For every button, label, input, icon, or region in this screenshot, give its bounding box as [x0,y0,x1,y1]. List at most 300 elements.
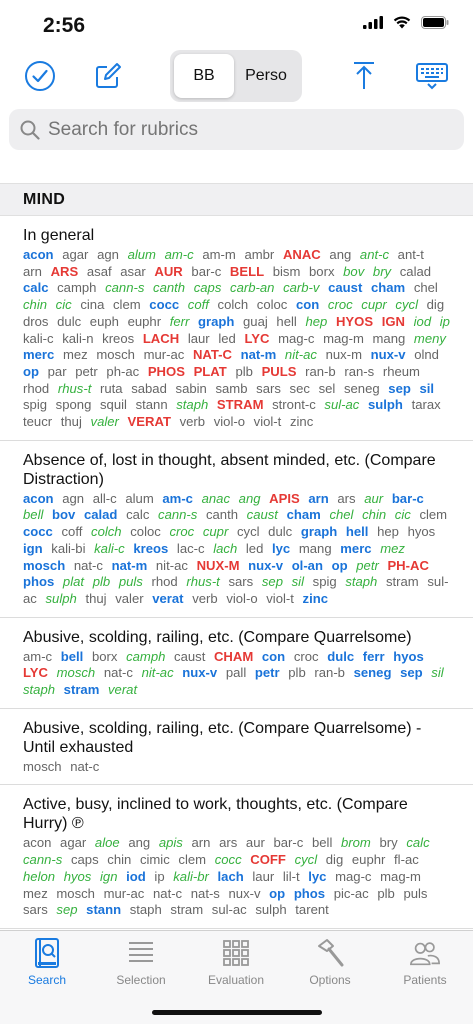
remedy-abbrev[interactable]: PLAT [193,363,227,379]
remedy-abbrev[interactable]: cham [370,280,406,296]
remedy-abbrev[interactable]: plb [235,363,253,379]
remedy-abbrev[interactable]: chin [362,507,387,523]
remedy-abbrev[interactable]: asar [120,263,146,279]
remedy-abbrev[interactable]: ant-c [359,247,390,262]
remedy-abbrev[interactable]: dulc [57,313,82,329]
remedy-abbrev[interactable]: stram [63,682,100,698]
remedy-abbrev[interactable]: phos [293,885,326,901]
remedy-abbrev[interactable]: caust [246,507,278,523]
remedy-abbrev[interactable]: colch [91,524,122,540]
edit-button[interactable] [90,58,126,94]
remedy-abbrev[interactable]: cic [55,297,72,313]
remedy-abbrev[interactable]: cycl [395,297,418,313]
remedy-abbrev[interactable]: bov [52,507,76,523]
remedy-abbrev[interactable]: rhod [23,380,50,396]
remedy-abbrev[interactable]: dulc [268,524,293,540]
remedy-abbrev[interactable]: kali-bi [51,540,86,556]
remedy-abbrev[interactable]: nat-c [70,758,100,774]
remedy-abbrev[interactable]: mag-m [323,330,364,346]
remedy-abbrev[interactable]: sil [431,665,444,681]
remedy-abbrev[interactable]: carb-an [230,280,275,296]
remedy-abbrev[interactable]: pall [225,665,247,681]
keyboard-button[interactable] [414,58,450,94]
remedy-abbrev[interactable]: caust [174,648,206,664]
remedy-abbrev[interactable]: nux-v [248,557,284,573]
remedy-abbrev[interactable]: staph [23,682,56,698]
remedy-abbrev[interactable]: tarax [411,397,441,413]
rubric-item[interactable] [0,441,473,618]
remedy-abbrev[interactable]: op [23,363,39,379]
remedy-abbrev[interactable]: petr [75,363,98,379]
remedy-abbrev[interactable]: kreos [102,330,135,346]
remedy-abbrev[interactable]: verb [179,414,206,430]
remedy-abbrev[interactable]: verat [152,590,184,606]
remedy-abbrev[interactable]: sul-ac [211,902,247,918]
remedy-abbrev[interactable]: euphr [127,313,162,329]
remedy-abbrev[interactable]: cann-s [105,280,145,296]
remedy-abbrev[interactable]: NAT-C [192,347,232,363]
remedy-abbrev[interactable]: nit-ac [155,557,188,573]
remedy-abbrev[interactable]: sel [318,380,336,396]
tab-patients[interactable] [378,937,472,997]
remedy-abbrev[interactable]: dros [23,313,49,329]
scroll-top-button[interactable] [346,58,382,94]
remedy-abbrev[interactable]: caps [193,280,222,296]
remedy-abbrev[interactable]: nux-v [182,665,218,681]
remedy-abbrev[interactable]: ran-s [344,363,375,379]
rubric-item[interactable] [0,216,473,441]
remedy-abbrev[interactable]: verb [192,590,218,606]
remedy-abbrev[interactable]: viol-o [213,414,246,430]
remedy-abbrev[interactable]: cham [286,507,321,523]
remedy-abbrev[interactable]: ang [238,490,261,506]
remedy-abbrev[interactable]: lil-t [282,868,300,884]
remedy-abbrev[interactable]: sars [256,380,281,396]
remedy-abbrev[interactable]: arn [23,263,42,279]
remedy-abbrev[interactable]: viol-t [266,590,294,606]
select-check-button[interactable] [22,58,58,94]
remedy-abbrev[interactable]: aloe [94,835,120,851]
remedy-abbrev[interactable]: cocc [149,297,180,313]
remedy-abbrev[interactable]: canth [205,507,238,523]
remedy-abbrev[interactable]: sil [419,380,435,396]
remedy-abbrev[interactable]: carb-v [283,280,320,296]
remedy-abbrev[interactable]: am-c [162,490,193,506]
remedy-abbrev[interactable]: sep [56,902,78,918]
remedy-abbrev[interactable]: cic [394,507,411,523]
remedy-abbrev[interactable]: IGN [381,313,405,329]
remedy-abbrev[interactable]: thuj [60,414,82,430]
remedy-abbrev[interactable]: coloc [130,524,161,540]
remedy-abbrev[interactable]: camph [57,280,97,296]
remedy-abbrev[interactable]: cocc [23,524,53,540]
remedy-abbrev[interactable]: LYC [244,330,270,346]
remedy-abbrev[interactable]: bar-c [273,835,304,851]
remedy-abbrev[interactable]: cina [80,297,105,313]
remedy-abbrev[interactable]: acon [23,247,54,262]
remedy-abbrev[interactable]: viol-t [253,414,282,430]
remedy-abbrev[interactable]: mang [372,330,406,346]
tab-evaluation[interactable] [189,937,283,997]
remedy-abbrev[interactable]: cimic [139,852,170,868]
remedy-abbrev[interactable]: canth [153,280,186,296]
remedy-abbrev[interactable]: am-c [23,648,53,664]
remedy-abbrev[interactable]: puls [403,885,428,901]
remedy-abbrev[interactable]: coff [61,524,83,540]
remedy-abbrev[interactable]: squil [100,397,127,413]
remedy-abbrev[interactable]: brom [341,835,371,851]
remedy-abbrev[interactable]: sulph [45,590,77,606]
remedy-abbrev[interactable]: op [331,557,348,573]
remedy-abbrev[interactable]: caps [70,852,99,868]
remedy-abbrev[interactable]: PHOS [147,363,185,379]
remedy-abbrev[interactable]: PH-AC [387,557,429,573]
remedy-abbrev[interactable]: asaf [86,263,112,279]
remedy-abbrev[interactable]: valer [90,414,119,430]
remedy-abbrev[interactable]: nat-m [240,347,277,363]
remedy-abbrev[interactable]: meny [413,330,446,346]
segment-bb[interactable]: BB [174,54,234,98]
remedy-abbrev[interactable]: hell [345,524,369,540]
remedy-abbrev[interactable]: phos [23,574,55,590]
remedy-abbrev[interactable]: apis [158,835,183,851]
remedy-abbrev[interactable]: calc [406,835,430,851]
remedy-abbrev[interactable]: ambr [244,247,275,262]
remedy-abbrev[interactable]: teucr [23,414,53,430]
remedy-abbrev[interactable]: bry [372,263,392,279]
remedy-abbrev[interactable]: cann-s [158,507,198,523]
remedy-abbrev[interactable]: graph [300,524,338,540]
remedy-abbrev[interactable]: lyc [272,540,291,556]
remedy-abbrev[interactable]: calad [399,263,432,279]
remedy-abbrev[interactable]: arn [308,490,329,506]
remedy-abbrev[interactable]: nux-v [228,885,261,901]
tab-search[interactable] [0,937,94,997]
remedy-abbrev[interactable]: camph [126,648,166,664]
rubric-item[interactable] [0,709,473,786]
remedy-abbrev[interactable]: par [47,363,67,379]
remedy-abbrev[interactable]: bov [343,263,365,279]
remedy-abbrev[interactable]: kali-c [94,540,125,556]
remedy-abbrev[interactable]: nat-s [190,885,220,901]
remedy-abbrev[interactable]: spig [312,574,337,590]
tab-options[interactable] [283,937,377,997]
remedy-abbrev[interactable]: ruta [99,380,123,396]
remedy-abbrev[interactable]: iod [126,868,146,884]
remedy-abbrev[interactable]: hyos [63,868,92,884]
remedy-abbrev[interactable]: mosch [23,758,62,774]
remedy-abbrev[interactable]: fl-ac [394,852,419,868]
remedy-abbrev[interactable]: STRAM [216,397,264,413]
remedy-abbrev[interactable]: ang [128,835,151,851]
remedy-abbrev[interactable]: euphr [351,852,386,868]
remedy-abbrev[interactable]: mez [23,885,48,901]
remedy-abbrev[interactable]: con [295,297,320,313]
remedy-abbrev[interactable]: valer [115,590,144,606]
remedy-abbrev[interactable]: dig [426,297,445,313]
remedy-abbrev[interactable]: ran-b [314,665,345,681]
remedy-abbrev[interactable]: VERAT [127,414,171,430]
remedy-abbrev[interactable]: ferr [169,313,190,329]
segment-perso[interactable]: Perso [245,67,287,84]
remedy-abbrev[interactable]: stram [170,902,204,918]
remedy-abbrev[interactable]: nat-c [103,665,133,681]
remedy-abbrev[interactable]: kreos [133,540,169,556]
remedy-abbrev[interactable]: samb [215,380,248,396]
remedy-abbrev[interactable]: laur [252,868,275,884]
remedy-abbrev[interactable]: croc [327,297,353,313]
remedy-abbrev[interactable]: sars [23,902,48,918]
remedy-abbrev[interactable]: mosch [96,347,135,363]
remedy-abbrev[interactable]: nux-v [370,347,406,363]
remedy-abbrev[interactable]: nat-c [73,557,103,573]
remedy-abbrev[interactable]: guaj [243,313,268,329]
remedy-abbrev[interactable]: PULS [261,363,297,379]
remedy-abbrev[interactable]: stront-c [272,397,316,413]
remedy-abbrev[interactable]: nat-c [153,885,183,901]
remedy-abbrev[interactable]: mosch [23,557,66,573]
remedy-abbrev[interactable]: NUX-M [196,557,240,573]
remedy-abbrev[interactable]: euph [89,313,119,329]
remedy-abbrev[interactable]: spig [23,397,48,413]
remedy-abbrev[interactable]: zinc [302,590,329,606]
remedy-abbrev[interactable]: bell [311,835,333,851]
remedy-abbrev[interactable]: sec [289,380,310,396]
remedy-abbrev[interactable]: ars [219,835,238,851]
remedy-abbrev[interactable]: bism [272,263,301,279]
remedy-abbrev[interactable]: croc [169,524,195,540]
remedy-abbrev[interactable]: hell [276,313,297,329]
remedy-abbrev[interactable]: LACH [142,330,180,346]
remedy-abbrev[interactable]: AUR [154,263,183,279]
remedy-abbrev[interactable]: kali-n [62,330,94,346]
remedy-abbrev[interactable]: am-m [202,247,236,262]
remedy-abbrev[interactable]: acon [23,490,54,506]
remedy-abbrev[interactable]: calad [83,507,118,523]
remedy-abbrev[interactable]: kali-c [23,330,54,346]
remedy-abbrev[interactable]: pic-ac [333,885,369,901]
remedy-abbrev[interactable]: lach [217,868,244,884]
remedy-abbrev[interactable]: am-c [164,247,194,262]
remedy-abbrev[interactable]: clem [419,507,448,523]
remedy-abbrev[interactable]: mur-ac [103,885,145,901]
remedy-abbrev[interactable]: sars [228,574,254,590]
remedy-abbrev[interactable]: borx [309,263,335,279]
remedy-abbrev[interactable]: lach [213,540,238,556]
remedy-abbrev[interactable]: calc [126,507,150,523]
remedy-abbrev[interactable]: chin [107,852,132,868]
remedy-abbrev[interactable]: bar-c [391,490,424,506]
remedy-abbrev[interactable]: all-c [92,490,117,506]
remedy-abbrev[interactable]: ANAC [282,247,321,262]
remedy-abbrev[interactable]: acon [23,835,52,851]
remedy-abbrev[interactable]: plb [288,665,306,681]
remedy-abbrev[interactable]: nat-m [111,557,148,573]
remedy-abbrev[interactable]: sep [261,574,283,590]
remedy-abbrev[interactable]: laur [187,330,210,346]
remedy-abbrev[interactable]: sulph [255,902,287,918]
remedy-abbrev[interactable]: hyos [407,524,436,540]
remedy-abbrev[interactable]: sabad [131,380,167,396]
remedy-abbrev[interactable]: bell [23,507,44,523]
remedy-abbrev[interactable]: mosch [56,665,96,681]
remedy-abbrev[interactable]: petr [356,557,379,573]
remedy-abbrev[interactable]: iod [413,313,432,329]
remedy-abbrev[interactable]: spong [55,397,92,413]
remedy-abbrev[interactable]: dig [325,852,344,868]
remedy-abbrev[interactable]: colch [217,297,249,313]
remedy-abbrev[interactable]: ign [100,868,118,884]
remedy-abbrev[interactable]: LYC [23,665,48,681]
remedy-abbrev[interactable]: seneg [343,380,380,396]
remedy-abbrev[interactable]: sabin [175,380,207,396]
remedy-abbrev[interactable]: coff [187,297,209,313]
remedy-abbrev[interactable]: nit-ac [141,665,174,681]
remedy-abbrev[interactable]: led [218,330,236,346]
remedy-abbrev[interactable]: sulph [368,397,403,413]
remedy-abbrev[interactable]: op [269,885,286,901]
remedy-abbrev[interactable]: stram [385,574,419,590]
remedy-abbrev[interactable]: puls [118,574,143,590]
remedy-abbrev[interactable]: ip [439,313,450,329]
remedy-abbrev[interactable]: cann-s [23,852,63,868]
remedy-abbrev[interactable]: tarent [295,902,329,918]
remedy-abbrev[interactable]: ferr [362,648,385,664]
remedy-abbrev[interactable]: chel [413,280,438,296]
remedy-abbrev[interactable]: olnd [414,347,439,363]
remedy-abbrev[interactable]: stann [86,902,122,918]
remedy-abbrev[interactable]: cycl [294,852,318,868]
rubric-list[interactable] [0,216,473,930]
remedy-abbrev[interactable]: bell [60,648,84,664]
remedy-abbrev[interactable]: mang [298,540,332,556]
remedy-abbrev[interactable]: ant-t [397,247,424,262]
remedy-abbrev[interactable]: alum [127,247,156,262]
remedy-abbrev[interactable]: staph [129,902,162,918]
remedy-abbrev[interactable]: APIS [269,490,300,506]
remedy-abbrev[interactable]: mez [62,347,88,363]
remedy-abbrev[interactable]: ARS [50,263,79,279]
remedy-abbrev[interactable]: agn [62,490,85,506]
remedy-abbrev[interactable]: led [245,540,264,556]
remedy-abbrev[interactable]: zinc [289,414,314,430]
tab-selection[interactable] [94,937,188,997]
remedy-abbrev[interactable]: mosch [56,885,95,901]
remedy-abbrev[interactable]: rheum [382,363,420,379]
rubric-item[interactable] [0,785,473,929]
remedy-abbrev[interactable]: petr [254,665,280,681]
search-input[interactable] [48,119,428,141]
remedy-abbrev[interactable]: CHAM [213,648,254,664]
remedy-abbrev[interactable]: BELL [229,263,265,279]
remedy-abbrev[interactable]: hyos [393,648,424,664]
remedy-abbrev[interactable]: con [261,648,286,664]
remedy-abbrev[interactable]: cycl [236,524,260,540]
remedy-abbrev[interactable]: cocc [214,852,242,868]
remedy-abbrev[interactable]: sep [388,380,411,396]
remedy-abbrev[interactable]: nit-ac [284,347,317,363]
remedy-abbrev[interactable]: aur [245,835,265,851]
remedy-abbrev[interactable]: lac-c [176,540,205,556]
remedy-abbrev[interactable]: ip [154,868,165,884]
remedy-abbrev[interactable]: rhus-t [57,380,92,396]
remedy-abbrev[interactable]: bar-c [191,263,222,279]
remedy-abbrev[interactable]: plat [62,574,85,590]
remedy-abbrev[interactable]: borx [91,648,118,664]
remedy-abbrev[interactable]: anac [201,490,231,506]
remedy-abbrev[interactable]: HYOS [335,313,374,329]
remedy-abbrev[interactable]: plb [377,885,395,901]
remedy-abbrev[interactable]: clem [113,297,141,313]
remedy-abbrev[interactable]: sil [291,574,304,590]
remedy-abbrev[interactable]: chel [329,507,354,523]
remedy-abbrev[interactable]: rhus-t [186,574,220,590]
remedy-abbrev[interactable]: aur [364,490,384,506]
remedy-abbrev[interactable]: caust [328,280,363,296]
remedy-abbrev[interactable]: agn [97,247,119,262]
rubric-item[interactable] [0,618,473,709]
remedy-abbrev[interactable]: merc [340,540,372,556]
remedy-abbrev[interactable]: thuj [85,590,107,606]
remedy-abbrev[interactable]: plb [92,574,111,590]
remedy-abbrev[interactable]: mez [380,540,405,556]
remedy-abbrev[interactable]: hep [377,524,399,540]
remedy-abbrev[interactable]: verat [107,682,138,698]
remedy-abbrev[interactable]: stann [135,397,168,413]
remedy-abbrev[interactable]: helon [23,868,56,884]
remedy-abbrev[interactable]: staph [345,574,378,590]
remedy-abbrev[interactable]: mag-c [335,868,372,884]
remedy-abbrev[interactable]: rhod [151,574,178,590]
remedy-abbrev[interactable]: mag-c [278,330,315,346]
remedy-abbrev[interactable]: alum [125,490,154,506]
remedy-abbrev[interactable]: merc [23,347,55,363]
remedy-abbrev[interactable]: agar [62,247,89,262]
remedy-abbrev[interactable]: ars [337,490,356,506]
remedy-abbrev[interactable]: graph [198,313,235,329]
remedy-abbrev[interactable]: sul-ac [324,397,360,413]
remedy-abbrev[interactable]: ign [23,540,43,556]
remedy-abbrev[interactable]: staph [176,397,209,413]
remedy-abbrev[interactable]: ol-an [291,557,323,573]
remedy-abbrev[interactable]: cupr [361,297,387,313]
remedy-abbrev[interactable]: ang [329,247,352,262]
remedy-abbrev[interactable]: arn [191,835,211,851]
remedy-abbrev[interactable]: clem [178,852,207,868]
remedy-abbrev[interactable]: ph-ac [106,363,140,379]
remedy-abbrev[interactable]: kali-br [173,868,209,884]
remedy-abbrev[interactable]: mur-ac [143,347,185,363]
remedy-abbrev[interactable]: ran-b [305,363,336,379]
remedy-abbrev[interactable]: viol-o [226,590,258,606]
remedy-abbrev[interactable]: mag-m [380,868,421,884]
remedy-abbrev[interactable]: lyc [308,868,327,884]
remedy-abbrev[interactable]: seneg [353,665,392,681]
remedy-abbrev[interactable]: calc [23,280,49,296]
remedy-abbrev[interactable]: dulc [327,648,355,664]
remedy-abbrev[interactable]: nux-m [325,347,362,363]
remedy-abbrev[interactable]: cupr [202,524,229,540]
remedy-abbrev[interactable]: hep [305,313,328,329]
remedy-abbrev[interactable]: COFF [250,852,286,868]
remedy-abbrev[interactable]: croc [293,648,319,664]
remedy-abbrev[interactable]: coloc [256,297,288,313]
remedy-abbrev[interactable]: chin [23,297,48,313]
remedy-abbrev[interactable]: agar [60,835,87,851]
remedy-abbrev[interactable]: sep [400,665,423,681]
remedy-abbrev[interactable]: sul-ac [23,574,449,606]
remedy-abbrev[interactable]: bry [379,835,398,851]
